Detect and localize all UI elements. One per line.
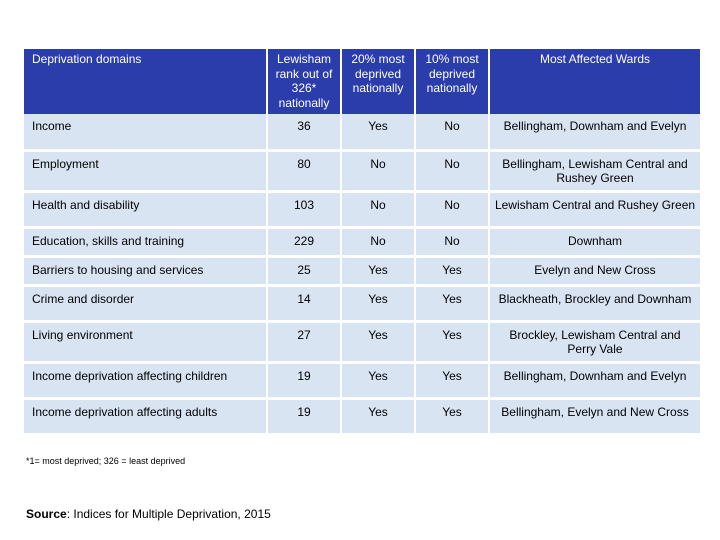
cell-20-percent: Yes [341, 256, 415, 285]
header-10-percent-most-deprived: 10% most deprived nationally [415, 49, 489, 114]
cell-20-percent: No [341, 191, 415, 227]
cell-10-percent: No [415, 227, 489, 256]
cell-wards: Blackheath, Brockley and Downham [489, 285, 700, 321]
cell-10-percent: Yes [415, 398, 489, 434]
cell-rank: 25 [267, 256, 341, 285]
header-20-percent-most-deprived: 20% most deprived nationally [341, 49, 415, 114]
table-row [24, 398, 700, 434]
header-lewisham-rank: Lewisham rank out of 326* nationally [267, 49, 341, 114]
table-row [24, 150, 700, 191]
table-row [24, 285, 700, 321]
table-header-row [24, 49, 700, 114]
cell-10-percent: Yes [415, 256, 489, 285]
cell-domain: Income deprivation affecting children [24, 362, 267, 398]
cell-domain: Crime and disorder [24, 285, 267, 321]
table-row [24, 191, 700, 227]
cell-domain: Employment [24, 150, 267, 191]
cell-rank: 36 [267, 114, 341, 150]
cell-wards: Downham [489, 227, 700, 256]
source-citation [26, 507, 271, 521]
cell-10-percent: Yes [415, 321, 489, 362]
cell-rank: 80 [267, 150, 341, 191]
source-label: Source [26, 507, 67, 521]
cell-10-percent: No [415, 150, 489, 191]
cell-wards: Bellingham, Lewisham Central and Rushey Green [489, 150, 700, 191]
footnote: *1= most deprived; 326 = least deprived [26, 456, 186, 466]
cell-10-percent: No [415, 114, 489, 150]
cell-20-percent: Yes [341, 398, 415, 434]
cell-wards: Lewisham Central and Rushey Green [489, 191, 700, 227]
cell-domain: Income [24, 114, 267, 150]
cell-20-percent: Yes [341, 285, 415, 321]
cell-rank: 27 [267, 321, 341, 362]
table-row [24, 227, 700, 256]
cell-20-percent: No [341, 150, 415, 191]
cell-rank: 229 [267, 227, 341, 256]
cell-domain: Education, skills and training [24, 227, 267, 256]
cell-20-percent: Yes [341, 362, 415, 398]
cell-10-percent: Yes [415, 362, 489, 398]
table-row [24, 362, 700, 398]
cell-20-percent: No [341, 227, 415, 256]
cell-domain: Income deprivation affecting adults [24, 398, 267, 434]
cell-wards: Bellingham, Downham and Evelyn [489, 362, 700, 398]
cell-rank: 19 [267, 362, 341, 398]
deprivation-table [24, 49, 700, 436]
cell-20-percent: Yes [341, 114, 415, 150]
cell-rank: 103 [267, 191, 341, 227]
cell-domain: Health and disability [24, 191, 267, 227]
cell-rank: 14 [267, 285, 341, 321]
cell-wards: Bellingham, Downham and Evelyn [489, 114, 700, 150]
header-deprivation-domains: Deprivation domains [24, 49, 267, 114]
table-row [24, 256, 700, 285]
table-row [24, 321, 700, 362]
cell-10-percent: No [415, 191, 489, 227]
cell-domain: Living environment [24, 321, 267, 362]
cell-10-percent: Yes [415, 285, 489, 321]
cell-wards: Brockley, Lewisham Central and Perry Vale [489, 321, 700, 362]
table-row [24, 114, 700, 150]
cell-rank: 19 [267, 398, 341, 434]
cell-wards: Evelyn and New Cross [489, 256, 700, 285]
cell-20-percent: Yes [341, 321, 415, 362]
cell-domain: Barriers to housing and services [24, 256, 267, 285]
cell-wards: Bellingham, Evelyn and New Cross [489, 398, 700, 434]
source-text: : Indices for Multiple Deprivation, 2015 [66, 507, 271, 521]
header-most-affected-wards: Most Affected Wards [489, 49, 700, 114]
